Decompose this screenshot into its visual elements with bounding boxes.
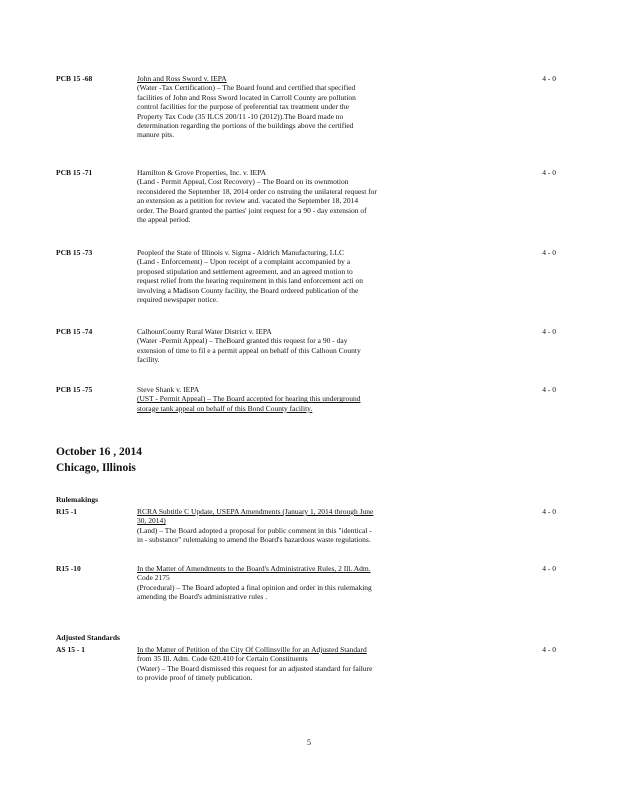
case-body — [137, 74, 457, 140]
case-number: PCB 15 -73 — [56, 248, 93, 257]
case-title: Hamilton & Grove Properties, Inc. v. IEPA — [137, 168, 267, 177]
case-number: PCB 15 -68 — [56, 74, 93, 83]
case-text-line: request relief from the hearing requirement in this land enforcement acti on — [137, 276, 363, 286]
case-title: In the Matter of Amendments to the Board's Administrative Rules, 2 Ill. Adm. — [137, 564, 371, 573]
meeting-header — [56, 444, 142, 476]
meeting-place: Chicago, Illinois — [56, 462, 136, 474]
case-text-line: facilities of John and Ross Sword located in Carroll County are pollution — [137, 92, 356, 102]
case-text-line: proposed stipulation and settlement agreement, and an agreed motion to — [137, 266, 353, 276]
case-body — [137, 564, 457, 602]
case-text-line: involving a Madison County facility, the Board ordered publication of the — [137, 285, 359, 295]
case-text-line: an extension as a petition for review and. vacated the September 18, 2014 — [137, 196, 359, 206]
case-text-line: (UST - Permit Appeal) – The Board accepted for hearing this underground — [137, 394, 361, 404]
section-heading-adjusted-standards: Adjusted Standards — [56, 633, 120, 642]
case-text-line: (Water) – The Board dismissed this request for an adjusted standard for failure — [137, 663, 373, 673]
case-text-line: in - substance" rulemaking to amend the Board's hazardous waste regulations. — [137, 535, 371, 545]
vote-tally: 4 - 0 — [542, 507, 556, 516]
vote-tally: 4 - 0 — [542, 564, 556, 573]
case-entry — [56, 385, 556, 417]
case-number: R15 -10 — [56, 564, 81, 573]
case-text-line: (Land - Permit Appeal, Cost Recovery) – The Board on its ownmotion — [137, 177, 349, 187]
case-title: Steve Shank v. IEPA — [137, 385, 200, 394]
vote-tally: 4 - 0 — [542, 645, 556, 654]
case-text-line: facility. — [137, 355, 160, 365]
case-text-line: to provide proof of timely publication. — [137, 673, 253, 683]
case-text-line: extension of time to fil e a permit appeal on behalf of this Calhoun County — [137, 345, 361, 355]
case-body — [137, 385, 457, 413]
case-entry — [56, 248, 556, 312]
case-text-line: the appeal period. — [137, 215, 191, 225]
case-text-line: Property Tax Code (35 ILCS 200/11 -10 (2012)).The Board made no — [137, 111, 344, 121]
case-title: Peopleof the State of Illinois v. Sigma - Aldrich Manufacturing, LLC — [137, 248, 344, 257]
case-text-line: (Land - Enforcement) – Upon receipt of a complaint accompanied by a — [137, 257, 351, 267]
rulemaking-entry — [56, 507, 556, 551]
page-number: 5 — [307, 738, 311, 747]
case-text-line: (Land) – The Board adopted a proposal for public comment in this "identical - — [137, 525, 372, 535]
case-text-line: 30, 2014) — [137, 516, 166, 526]
case-text-line: manure pits. — [137, 130, 175, 140]
case-text-line: storage tank appeal on behalf of this Bond County facility. — [137, 403, 313, 413]
adjusted-standard-entry — [56, 645, 556, 689]
case-body — [137, 168, 457, 224]
case-body — [137, 645, 457, 683]
case-title: CalhounCounty Rural Water District v. IEPA — [137, 327, 272, 336]
case-text-line: reconsidered the September 18, 2014 order co nstruing the unilateral request for — [137, 186, 377, 196]
case-body — [137, 248, 457, 304]
case-number: PCB 15 -71 — [56, 168, 93, 177]
case-text-line: control facilities for the purpose of preferential tax treatment under the — [137, 102, 349, 112]
vote-tally: 4 - 0 — [542, 327, 556, 336]
rulemaking-entry — [56, 564, 556, 608]
case-body — [137, 507, 457, 545]
case-text-line: (Procedural) – The Board adopted a final opinion and order in this rulemaking — [137, 582, 372, 592]
vote-tally: 4 - 0 — [542, 248, 556, 257]
case-text-line: determination regarding the portions of the buildings above the certified — [137, 121, 354, 131]
case-text-line: Code 2175 — [137, 573, 170, 583]
vote-tally: 4 - 0 — [542, 168, 556, 177]
case-text-line: (Water -Permit Appeal) – TheBoard granted this request for a 90 - day — [137, 336, 348, 346]
case-text-line: order. The Board granted the parties' joint request for a 90 - day extension of — [137, 205, 367, 215]
meeting-date: October 16 , 2014 — [56, 446, 143, 458]
case-number: PCB 15 -74 — [56, 327, 93, 336]
case-entry — [56, 74, 556, 154]
case-entry — [56, 168, 556, 232]
case-body — [137, 327, 457, 365]
case-title: John and Ross Sword v. IEPA — [137, 74, 227, 83]
case-text-line: required newspaper notice. — [137, 295, 219, 305]
case-title: RCRA Subtitle C Update, USEPA Amendments (January 1, 2014 through June — [137, 507, 374, 516]
section-heading-rulemakings: Rulemakings — [56, 495, 99, 504]
case-title: In the Matter of Petition of the City Of Collinsville for an Adjusted Standard — [137, 645, 367, 654]
case-entry — [56, 327, 556, 367]
case-text-line: amending the Board's administrative rules . — [137, 592, 268, 602]
case-text-line: from 35 Ill. Adm. Code 620.410 for Certain Constituents — [137, 654, 308, 664]
case-text-line: (Water -Tax Certification) – The Board found and certified that specified — [137, 83, 356, 93]
case-number: PCB 15 -75 — [56, 385, 93, 394]
vote-tally: 4 - 0 — [542, 74, 556, 83]
vote-tally: 4 - 0 — [542, 385, 556, 394]
case-number: AS 15 - 1 — [56, 645, 85, 654]
case-number: R15 -1 — [56, 507, 78, 516]
